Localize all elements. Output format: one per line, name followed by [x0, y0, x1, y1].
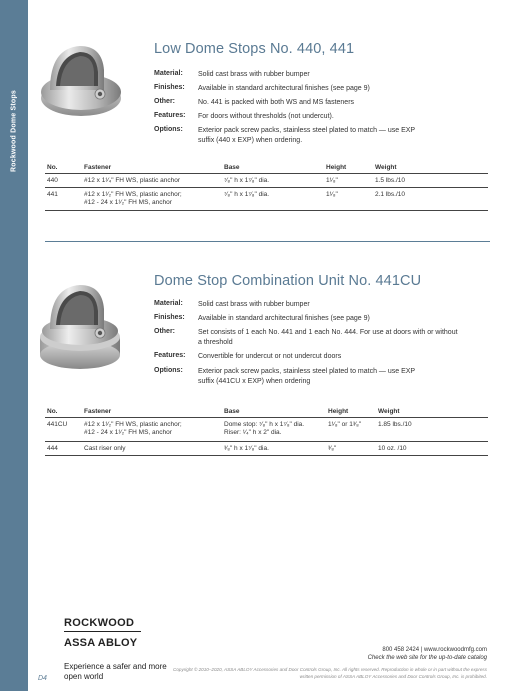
table-cell: 1¹⁄₈"	[326, 191, 338, 198]
spec-value: Available in standard architectural finishes (see page 9)	[198, 315, 370, 322]
table-row	[45, 174, 488, 188]
table-header	[45, 405, 488, 418]
table-row	[45, 188, 488, 211]
col-header: Fastener	[84, 164, 112, 171]
table-cell: Cast riser only	[84, 445, 126, 452]
contact-phone-web: 800 458 2424 | www.rockwoodmfg.com	[382, 647, 487, 653]
contact-info	[368, 646, 487, 662]
spec-label: Features:	[154, 112, 186, 119]
page-number: D4	[38, 675, 47, 682]
table-cell: #12 x 1¹⁄₄" FH WS, plastic anchor	[84, 177, 180, 184]
section-title-low-dome: Low Dome Stops No. 440, 441	[154, 41, 355, 57]
spec-label: Material:	[154, 300, 183, 307]
col-header: Base	[224, 164, 240, 171]
tagline: Experience a safer and more open world	[64, 662, 167, 681]
side-bar	[0, 0, 28, 691]
table-cell: Dome stop: ⁷⁄₈" h x 1⁷⁄₈" dia. Riser: ¹⁄₄" h x 2" dia.	[224, 421, 305, 436]
spec-table-440	[45, 161, 488, 211]
col-header: Height	[328, 408, 349, 415]
spec-value: Exterior pack screw packs, stainless steel plated to match — use EXP suffix (441CU x EXP) when ordering	[198, 368, 415, 385]
spec-value: For doors without thresholds (not undercut).	[198, 113, 334, 120]
table-cell: 10 oz. /10	[378, 445, 407, 452]
table-cell: ³⁄₈" h x 1⁷⁄₈" dia.	[224, 445, 269, 452]
table-cell: ⁷⁄₈" h x 1⁷⁄₈" dia.	[224, 191, 270, 198]
table-cell: #12 x 1¹⁄₂" FH WS, plastic anchor; #12 - 24 x 1¹⁄₂" FH MS, anchor	[84, 421, 182, 436]
spec-label: Other:	[154, 328, 175, 335]
logo-divider	[64, 631, 141, 632]
table-cell: 440	[47, 177, 58, 184]
col-header: No.	[47, 164, 58, 171]
spec-label: Other:	[154, 98, 175, 105]
table-cell: 1.85 lbs./10	[378, 421, 412, 428]
spec-label: Options:	[154, 367, 183, 374]
col-header: Base	[224, 408, 240, 415]
col-header: Fastener	[84, 408, 112, 415]
spec-label: Features:	[154, 352, 186, 359]
section-divider	[45, 241, 490, 242]
table-cell: 1¹⁄₈"	[326, 177, 338, 184]
table-cell: ³⁄₈"	[328, 445, 337, 452]
table-cell: ⁷⁄₈" h x 1⁷⁄₈" dia.	[224, 177, 270, 184]
spec-value: Available in standard architectural finishes (see page 9)	[198, 85, 370, 92]
copyright-notice: Copyright © 2010–2020, ASSA ABLOY Accessories and Door Controls Group, Inc. All rights reserved. Reproduction in whole or in part without the express written permission of ASSA ABLOY Accessories and Door Controls Group, Inc. is prohibited.	[173, 667, 487, 679]
spec-table-441cu	[45, 405, 488, 456]
low-dome-stop-image	[38, 40, 124, 120]
assa-abloy-logo: ASSA ABLOY	[64, 637, 138, 649]
spec-value: Solid cast brass with rubber bumper	[198, 71, 310, 78]
table-cell: 1¹⁄₈" or 1³⁄₈"	[328, 421, 362, 428]
table-cell: 2.1 lbs./10	[375, 191, 405, 198]
spec-value: Solid cast brass with rubber bumper	[198, 301, 310, 308]
col-header: Weight	[375, 164, 397, 171]
rockwood-logo: ROCKWOOD	[64, 617, 135, 629]
table-cell: 1.5 lbs./10	[375, 177, 405, 184]
spec-value: No. 441 is packed with both WS and MS fasteners	[198, 99, 355, 106]
table-header	[45, 161, 488, 174]
table-row	[45, 418, 488, 442]
dome-stop-combo-image	[36, 281, 124, 373]
table-cell: 444	[47, 445, 58, 452]
spec-label: Finishes:	[154, 314, 185, 321]
table-row	[45, 442, 488, 456]
col-header: Weight	[378, 408, 400, 415]
table-cell: 441	[47, 191, 58, 198]
table-cell: #12 x 1¹⁄₂" FH WS, plastic anchor; #12 - 24 x 1¹⁄₂" FH MS, anchor	[84, 191, 182, 206]
spec-label: Finishes:	[154, 84, 185, 91]
spec-value: Exterior pack screw packs, stainless steel plated to match — use EXP suffix (440 x EXP) when ordering.	[198, 127, 415, 144]
col-header: No.	[47, 408, 58, 415]
contact-note: Check the web site for the up-to-date catalog	[367, 655, 487, 661]
spec-label: Material:	[154, 70, 183, 77]
table-cell: 441CU	[47, 421, 68, 428]
spec-value: Convertible for undercut or not undercut doors	[198, 353, 342, 360]
side-section-label: Rockwood Dome Stops	[10, 90, 18, 172]
spec-value: Set consists of 1 each No. 441 and 1 each No. 444. For use at doors with or without a threshold	[198, 329, 458, 346]
col-header: Height	[326, 164, 347, 171]
spec-label: Options:	[154, 126, 183, 133]
section-title-combo-unit: Dome Stop Combination Unit No. 441CU	[154, 273, 422, 289]
